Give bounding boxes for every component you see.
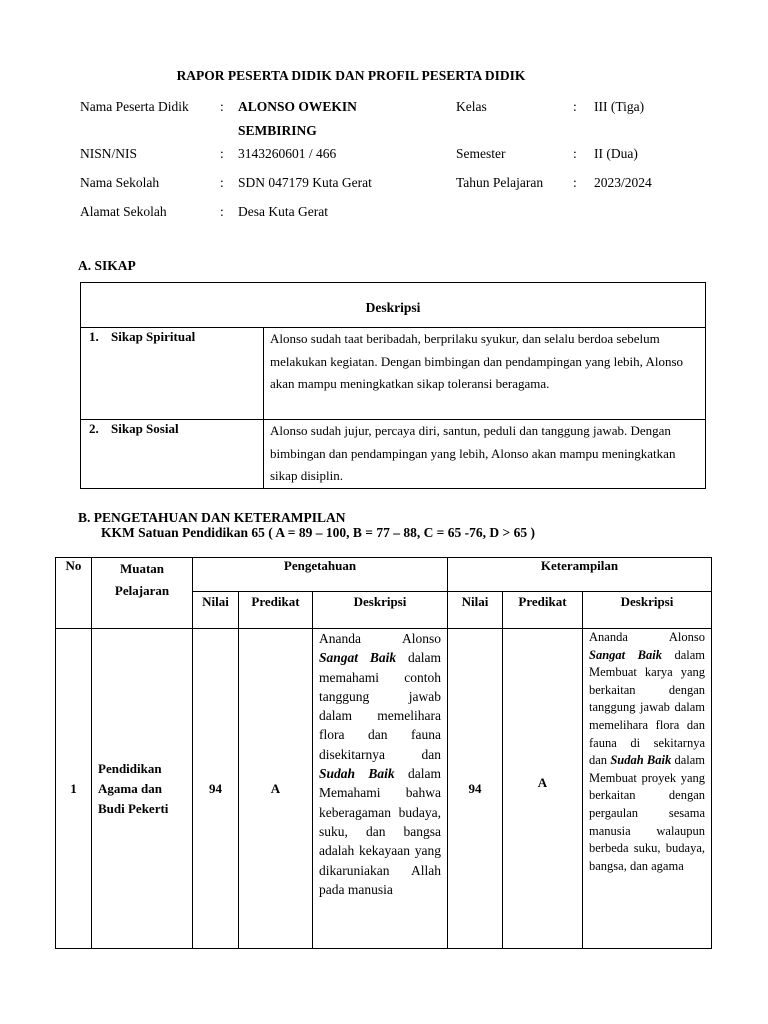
table-row [81, 420, 706, 489]
nisn-label: NISN/NIS [80, 146, 138, 161]
attitude-description: Alonso sudah taat beribadah, berprilaku syukur, dan selalu berdoa sebelum melakukan kegiatan. Dengan bimbingan dan pendampingan yang lebih, Alonso akan mampu meningkatkan sikap toleransi beragama. [264, 328, 706, 420]
attitude-label-text: Sikap Sosial [111, 421, 179, 436]
header-knowledge-description: Deskripsi [313, 592, 448, 629]
desc-text: Ananda Alonso [589, 630, 705, 644]
skill-grade: A [503, 629, 583, 949]
row-number: 1. [89, 329, 99, 344]
desc-emphasis: Sudah Baik [319, 766, 395, 782]
colon: : [220, 99, 224, 114]
row-number: 1 [56, 629, 92, 949]
knowledge-grade: A [239, 629, 313, 949]
student-name-value-line1: ALONSO OWEKIN [238, 99, 357, 114]
knowledge-score: 94 [193, 629, 239, 949]
nisn-value: 3143260601 / 466 [238, 146, 337, 161]
school-name-value: SDN 047179 Kuta Gerat [238, 175, 372, 190]
header-skill: Keterampilan [448, 558, 712, 592]
colon: : [573, 99, 577, 114]
attitude-label [81, 420, 264, 489]
header-knowledge: Pengetahuan [193, 558, 448, 592]
header-knowledge-score: Nilai [193, 592, 239, 629]
semester-value: II (Dua) [594, 146, 638, 161]
school-address-value: Desa Kuta Gerat [238, 204, 328, 219]
school-name-label: Nama Sekolah [80, 175, 160, 190]
attitude-label [81, 328, 264, 420]
header-skill-score: Nilai [448, 592, 503, 629]
knowledge-description [313, 629, 448, 949]
class-value: III (Tiga) [594, 99, 645, 114]
skill-score: 94 [448, 629, 503, 949]
attitude-description: Alonso sudah jujur, percaya diri, santun, peduli dan tanggung jawab. Dengan bimbingan dan pendampingan yang lebih, Alonso akan mampu meningkatkan sikap disiplin. [264, 420, 706, 489]
desc-emphasis: Sangat Baik [319, 650, 397, 666]
class-label: Kelas [456, 99, 487, 114]
desc-text: dalam memahami contoh tanggung jawab dalam memelihara flora dan fauna disekitarnya dan [319, 650, 441, 762]
desc-text: dalam Membuat karya yang berkaitan dengan tanggung jawab dalam memelihara flora dan fauna di sekitarnya dan [589, 647, 706, 768]
kkm-text: KKM Satuan Pendidikan 65 ( A = 89 – 100, B = 77 – 88, C = 65 -76, D > 65 ) [101, 525, 535, 540]
colon: : [220, 204, 224, 219]
colon: : [220, 146, 224, 161]
student-name-label: Nama Peserta Didik [80, 99, 189, 114]
header-no: No [56, 558, 92, 629]
desc-emphasis: Sudah Baik [610, 753, 672, 768]
row-number: 2. [89, 421, 99, 436]
attitude-label-text: Sikap Spiritual [111, 329, 196, 344]
desc-text: Ananda Alonso [319, 631, 441, 646]
attitude-table [80, 282, 706, 489]
subject-name: Pendidikan Agama dan Budi Pekerti [92, 629, 193, 949]
colon: : [573, 175, 577, 190]
colon: : [573, 146, 577, 161]
skill-description [583, 629, 712, 949]
student-name-value-line2: SEMBIRING [238, 123, 317, 138]
semester-label: Semester [456, 146, 506, 161]
table-row [56, 629, 712, 949]
school-year-value: 2023/2024 [594, 175, 652, 190]
header-skill-grade: Predikat [503, 592, 583, 629]
desc-text: dalam Membuat proyek yang berkaitan dengan pergaulan sesama manusia walaupun berbeda suku, budaya, bangsa, dan agama [589, 753, 706, 873]
table-row [81, 328, 706, 420]
header-knowledge-grade: Predikat [239, 592, 313, 629]
desc-emphasis: Sangat Baik [589, 647, 662, 662]
desc-text: dalam Memahami bahwa keberagaman budaya, suku, dan bangsa adalah kekayaan yang dikaruniakan Allah pada manusia [319, 766, 441, 897]
report-title: RAPOR PESERTA DIDIK DAN PROFIL PESERTA DIDIK [176, 68, 526, 83]
attitude-table-header: Deskripsi [81, 283, 706, 328]
section-a-heading: A. SIKAP [78, 258, 136, 273]
section-b-heading: B. PENGETAHUAN DAN KETERAMPILAN [78, 510, 346, 525]
school-address-label: Alamat Sekolah [80, 204, 167, 219]
header-subject: Muatan Pelajaran [92, 558, 193, 629]
header-skill-description: Deskripsi [583, 592, 712, 629]
school-year-label: Tahun Pelajaran [456, 175, 544, 190]
colon: : [220, 175, 224, 190]
grades-table [55, 557, 712, 949]
